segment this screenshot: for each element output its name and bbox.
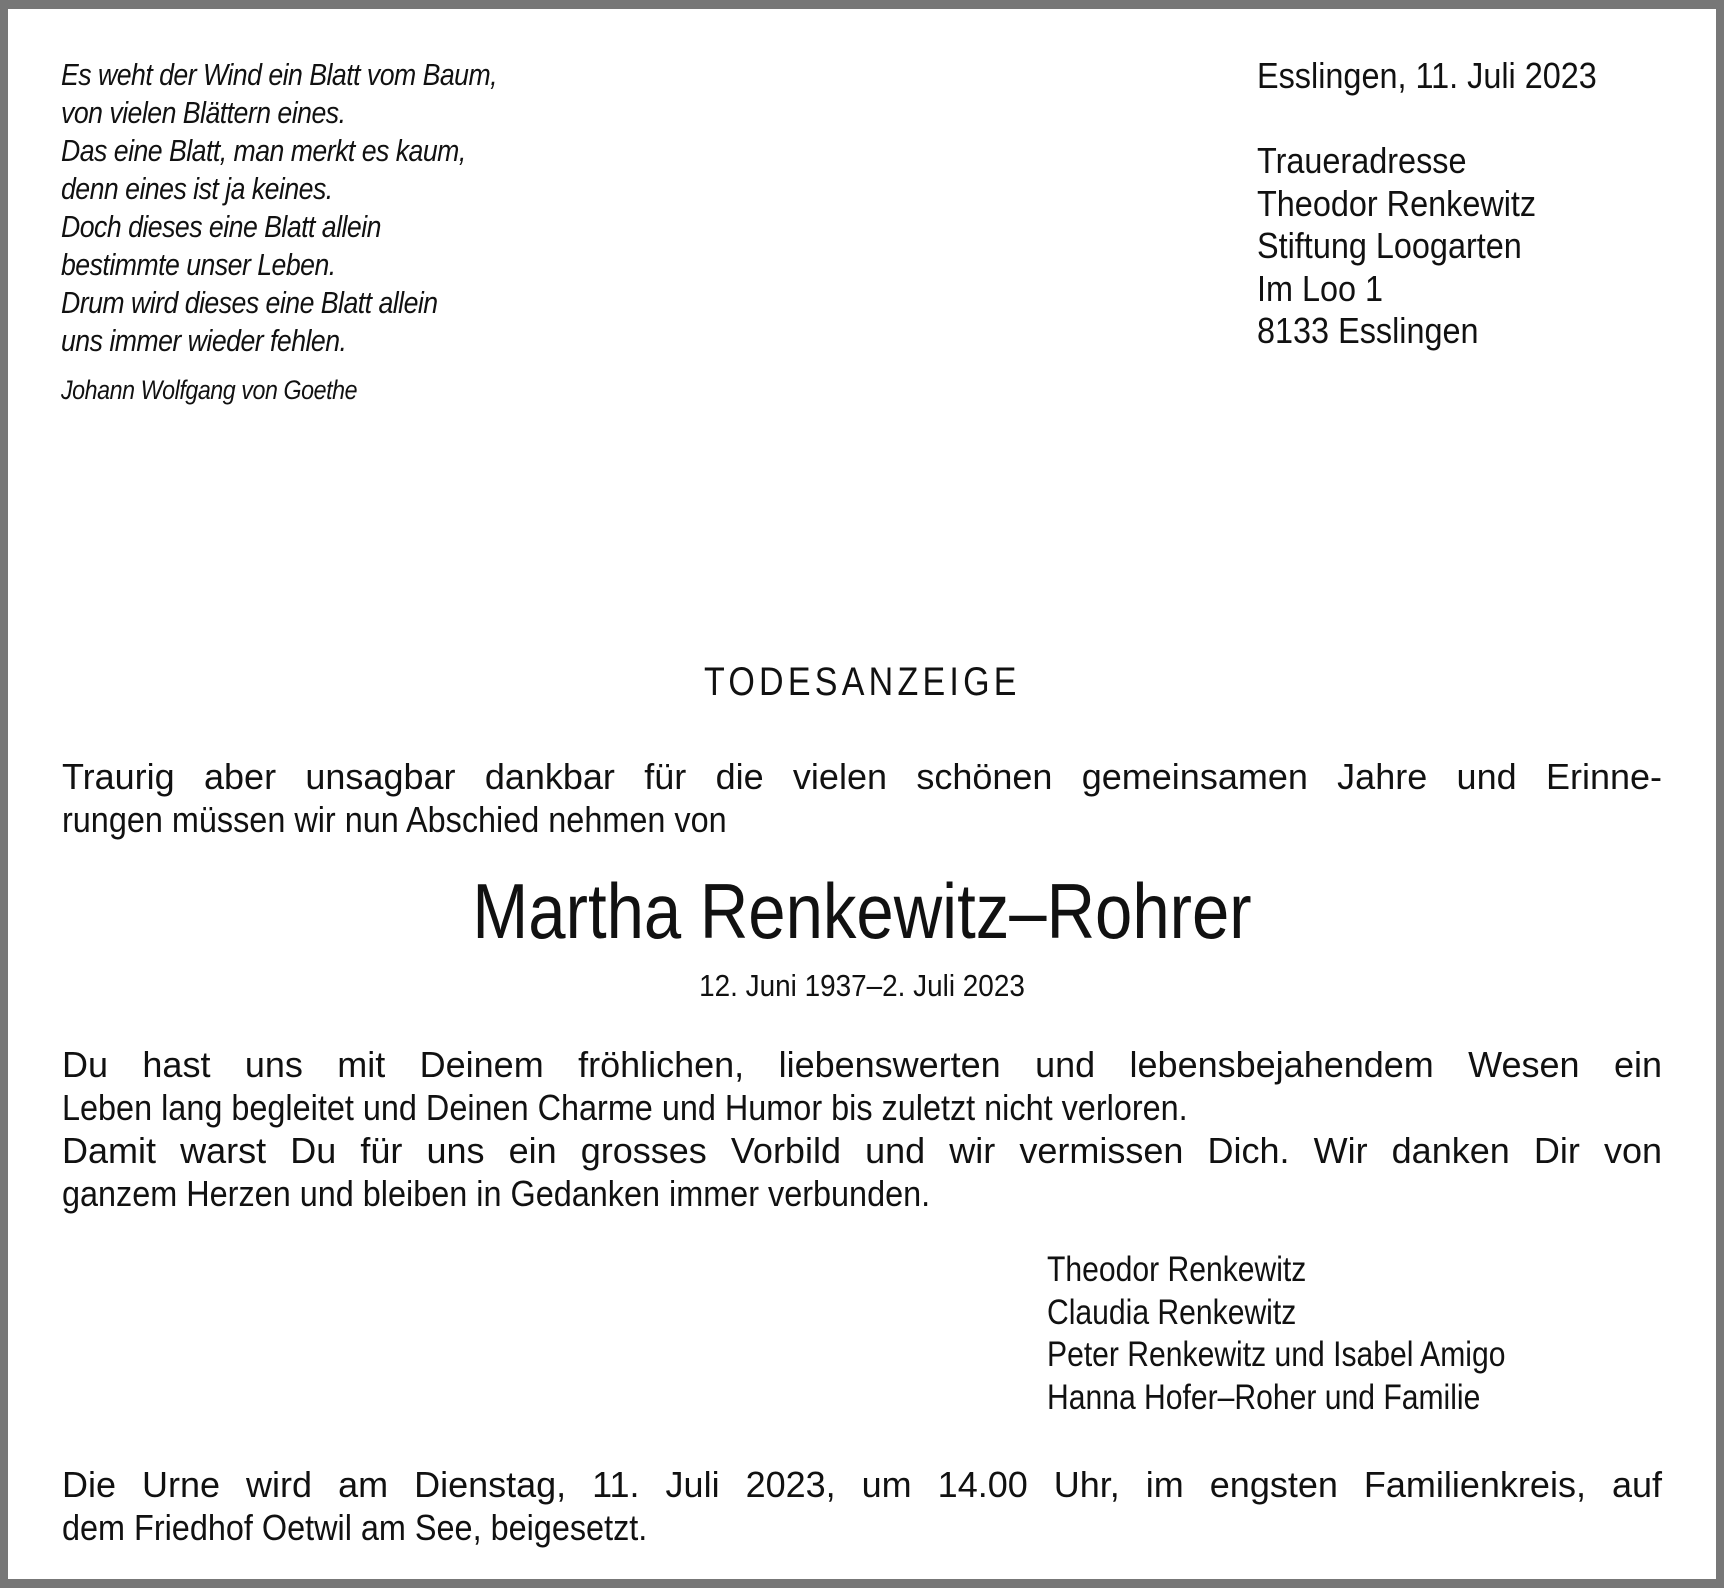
address-label: Traueradresse: [1257, 140, 1467, 181]
message-line: ganzem Herzen und bleiben in Gedanken immer verbunden.: [62, 1173, 931, 1214]
address-line: Stiftung Loogarten: [1257, 225, 1522, 266]
address-line: 8133 Esslingen: [1257, 310, 1479, 351]
poem-line: Das eine Blatt, man merkt es kaum,: [61, 133, 466, 168]
poem-line: Es weht der Wind ein Blatt vom Baum,: [61, 57, 498, 92]
address-line: Theodor Renkewitz: [1257, 182, 1537, 224]
poem-line: bestimmte unser Leben.: [61, 247, 336, 282]
message-line: Du hast uns mit Deinem fröhlichen, liebenswerten und lebensbejahendem Wesen ein: [62, 1044, 1662, 1085]
closing-line: Die Urne wird am Dienstag, 11. Juli 2023, um 14.00 Uhr, im engsten Familienkreis, auf: [62, 1464, 1662, 1505]
life-dates: [8, 966, 1716, 1006]
life-dates-text: 12. Juni 1937–2. Juli 2023: [699, 968, 1025, 1003]
message-line: Leben lang begleitet und Deinen Charme und Humor bis zuletzt nicht verloren.: [62, 1087, 1188, 1128]
page-title: [8, 658, 1716, 706]
funeral-notice: [62, 1463, 1662, 1549]
poem-line: denn eines ist ja keines.: [61, 171, 333, 206]
intro-line: rungen müssen wir nun Abschied nehmen von: [62, 799, 727, 840]
message-paragraph: [62, 1043, 1662, 1215]
obituary-page: [8, 9, 1716, 1579]
signatory: Claudia Renkewitz: [1047, 1292, 1297, 1332]
closing-line: dem Friedhof Oetwil am See, beigesetzt.: [62, 1507, 648, 1548]
signatory: Hanna Hofer–Roher und Familie: [1047, 1377, 1481, 1417]
heading-text: TODESANZEIGE: [703, 660, 1021, 704]
deceased-name: [8, 865, 1716, 957]
deceased-name-text: Martha Renkewitz–Rohrer: [472, 867, 1252, 955]
poem: [61, 56, 497, 360]
poem-line: uns immer wieder fehlen.: [61, 323, 347, 358]
mourning-address: [1257, 140, 1536, 353]
message-line: Damit warst Du für uns ein grosses Vorbild und wir vermissen Dich. Wir danken Dir von: [62, 1130, 1662, 1171]
address-line: Im Loo 1: [1257, 267, 1384, 309]
intro-line: Traurig aber unsagbar dankbar für die vielen schönen gemeinsamen Jahre und Erinne-: [62, 756, 1662, 797]
poem-line: Doch dieses eine Blatt allein: [61, 209, 381, 244]
signatory: Peter Renkewitz und Isabel Amigo: [1047, 1335, 1506, 1374]
signatories: [1047, 1249, 1505, 1419]
dateline: Esslingen, 11. Juli 2023: [1257, 55, 1597, 96]
intro-paragraph: [62, 755, 1662, 841]
poem-line: von vielen Blättern eines.: [61, 95, 346, 130]
signatory: Theodor Renkewitz: [1047, 1250, 1307, 1289]
poem-author: Johann Wolfgang von Goethe: [61, 375, 358, 405]
poem-line: Drum wird dieses eine Blatt allein: [61, 285, 438, 320]
